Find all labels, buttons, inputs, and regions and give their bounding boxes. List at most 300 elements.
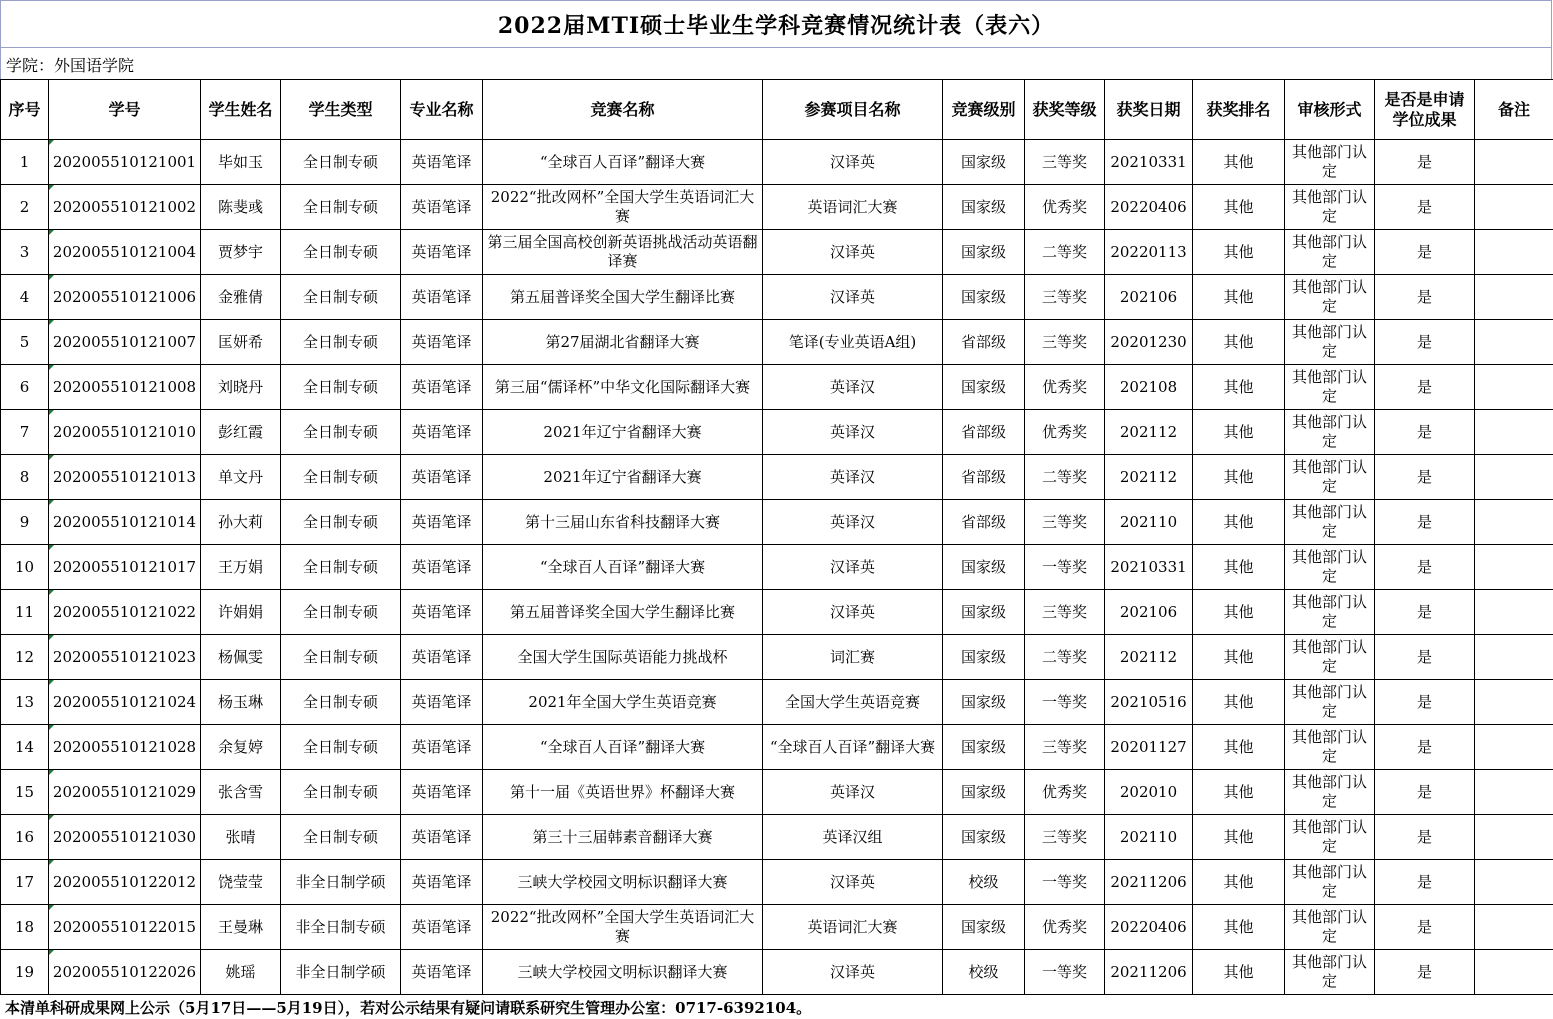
cell-competition[interactable]: 全国大学生国际英语能力挑战杯 — [483, 635, 763, 680]
cell-item[interactable]: 汉译英 — [763, 590, 943, 635]
cell-rank[interactable]: 其他 — [1193, 545, 1285, 590]
cell-competition[interactable]: 第十一届《英语世界》杯翻译大赛 — [483, 770, 763, 815]
table-row — [1, 860, 1553, 905]
cell-degree[interactable]: 是 — [1375, 500, 1475, 545]
cell-item[interactable]: 英译汉组 — [763, 815, 943, 860]
cell-note[interactable] — [1475, 545, 1553, 590]
cell-student-id[interactable]: 202005510121013 — [49, 455, 201, 500]
cell-no[interactable]: 6 — [1, 365, 49, 410]
cell-review[interactable]: 其他部门认定 — [1285, 590, 1375, 635]
competition-table — [0, 79, 1553, 995]
cell-review[interactable]: 其他部门认定 — [1285, 635, 1375, 680]
cell-student-name[interactable]: 陈斐彧 — [201, 185, 281, 230]
cell-rank[interactable]: 其他 — [1193, 590, 1285, 635]
cell-student-id[interactable]: 202005510121029 — [49, 770, 201, 815]
cell-note[interactable] — [1475, 410, 1553, 455]
cell-major[interactable]: 英语笔译 — [401, 140, 483, 185]
cell-student-id[interactable]: 202005510121008 — [49, 365, 201, 410]
cell-date[interactable]: 20220406 — [1105, 185, 1193, 230]
cell-review[interactable]: 其他部门认定 — [1285, 545, 1375, 590]
cell-award[interactable]: 二等奖 — [1025, 455, 1105, 500]
table-row — [1, 590, 1553, 635]
cell-rank[interactable]: 其他 — [1193, 860, 1285, 905]
cell-item[interactable]: 全国大学生英语竞赛 — [763, 680, 943, 725]
cell-item[interactable]: 汉译英 — [763, 275, 943, 320]
cell-item[interactable]: 词汇赛 — [763, 635, 943, 680]
cell-note[interactable] — [1475, 320, 1553, 365]
cell-student-id[interactable]: 202005510121030 — [49, 815, 201, 860]
cell-award[interactable]: 三等奖 — [1025, 500, 1105, 545]
cell-student-name[interactable]: 许娟娟 — [201, 590, 281, 635]
cell-level[interactable]: 校级 — [943, 860, 1025, 905]
cell-date[interactable]: 202106 — [1105, 275, 1193, 320]
cell-student-id[interactable]: 202005510121023 — [49, 635, 201, 680]
cell-major[interactable]: 英语笔译 — [401, 770, 483, 815]
cell-student-name[interactable]: 王曼琳 — [201, 905, 281, 950]
cell-level[interactable]: 国家级 — [943, 770, 1025, 815]
cell-student-id[interactable]: 202005510121001 — [49, 140, 201, 185]
table-row — [1, 725, 1553, 770]
cell-competition[interactable]: 2021年辽宁省翻译大赛 — [483, 455, 763, 500]
cell-review[interactable]: 其他部门认定 — [1285, 455, 1375, 500]
header-rank[interactable]: 获奖排名 — [1193, 80, 1285, 140]
cell-major[interactable]: 英语笔译 — [401, 590, 483, 635]
cell-rank[interactable]: 其他 — [1193, 185, 1285, 230]
cell-award[interactable]: 优秀奖 — [1025, 770, 1105, 815]
cell-no[interactable]: 1 — [1, 140, 49, 185]
cell-no[interactable]: 13 — [1, 680, 49, 725]
table-row — [1, 635, 1553, 680]
cell-level[interactable]: 国家级 — [943, 590, 1025, 635]
footer-notice: 本清单科研成果网上公示（5月17日——5月19日），若对公示结果有疑问请联系研究生管理办公室：0717-6392104。 — [5, 999, 812, 1017]
cell-degree[interactable]: 是 — [1375, 365, 1475, 410]
header-student-name[interactable]: 学生姓名 — [201, 80, 281, 140]
cell-competition[interactable]: 第十三届山东省科技翻译大赛 — [483, 500, 763, 545]
cell-date[interactable]: 202112 — [1105, 455, 1193, 500]
cell-rank[interactable]: 其他 — [1193, 950, 1285, 995]
cell-item[interactable]: 英译汉 — [763, 410, 943, 455]
cell-item[interactable]: 英语词汇大赛 — [763, 905, 943, 950]
cell-major[interactable]: 英语笔译 — [401, 365, 483, 410]
cell-student-name[interactable]: 姚瑶 — [201, 950, 281, 995]
cell-no[interactable]: 11 — [1, 590, 49, 635]
cell-competition[interactable]: 三峡大学校园文明标识翻译大赛 — [483, 950, 763, 995]
cell-student-id[interactable]: 202005510122012 — [49, 860, 201, 905]
cell-student-id[interactable]: 202005510121002 — [49, 185, 201, 230]
cell-competition[interactable]: “全球百人百译”翻译大赛 — [483, 140, 763, 185]
cell-review[interactable]: 其他部门认定 — [1285, 950, 1375, 995]
cell-note[interactable] — [1475, 590, 1553, 635]
cell-competition[interactable]: 2022“批改网杯”全国大学生英语词汇大赛 — [483, 185, 763, 230]
cell-level[interactable]: 国家级 — [943, 185, 1025, 230]
cell-item[interactable]: 汉译英 — [763, 860, 943, 905]
header-review[interactable]: 审核形式 — [1285, 80, 1375, 140]
cell-student-id[interactable]: 202005510121007 — [49, 320, 201, 365]
cell-student-type[interactable]: 全日制专硕 — [281, 320, 401, 365]
cell-note[interactable] — [1475, 500, 1553, 545]
cell-competition[interactable]: 第三届“儒译杯”中华文化国际翻译大赛 — [483, 365, 763, 410]
cell-review[interactable]: 其他部门认定 — [1285, 185, 1375, 230]
cell-student-name[interactable]: 匡妍希 — [201, 320, 281, 365]
cell-rank[interactable]: 其他 — [1193, 230, 1285, 275]
cell-note[interactable] — [1475, 140, 1553, 185]
cell-rank[interactable]: 其他 — [1193, 815, 1285, 860]
cell-rank[interactable]: 其他 — [1193, 365, 1285, 410]
cell-award[interactable]: 优秀奖 — [1025, 185, 1105, 230]
cell-student-id[interactable]: 202005510121010 — [49, 410, 201, 455]
cell-level[interactable]: 国家级 — [943, 545, 1025, 590]
cell-student-id[interactable]: 202005510122015 — [49, 905, 201, 950]
cell-no[interactable]: 15 — [1, 770, 49, 815]
cell-competition[interactable]: 三峡大学校园文明标识翻译大赛 — [483, 860, 763, 905]
cell-degree[interactable]: 是 — [1375, 230, 1475, 275]
cell-degree[interactable]: 是 — [1375, 950, 1475, 995]
cell-level[interactable]: 校级 — [943, 950, 1025, 995]
cell-note[interactable] — [1475, 815, 1553, 860]
table-row — [1, 140, 1553, 185]
cell-date[interactable]: 202112 — [1105, 410, 1193, 455]
cell-degree[interactable]: 是 — [1375, 770, 1475, 815]
cell-no[interactable]: 7 — [1, 410, 49, 455]
cell-student-name[interactable]: 彭红霞 — [201, 410, 281, 455]
header-level[interactable]: 竞赛级别 — [943, 80, 1025, 140]
cell-no[interactable]: 14 — [1, 725, 49, 770]
cell-student-id[interactable]: 202005510122026 — [49, 950, 201, 995]
cell-award[interactable]: 三等奖 — [1025, 275, 1105, 320]
cell-degree[interactable]: 是 — [1375, 320, 1475, 365]
cell-review[interactable]: 其他部门认定 — [1285, 680, 1375, 725]
cell-student-type[interactable]: 全日制专硕 — [281, 815, 401, 860]
cell-item[interactable]: 笔译(专业英语A组) — [763, 320, 943, 365]
cell-competition[interactable]: 第三十三届韩素音翻译大赛 — [483, 815, 763, 860]
cell-note[interactable] — [1475, 455, 1553, 500]
cell-degree[interactable]: 是 — [1375, 680, 1475, 725]
table-row — [1, 770, 1553, 815]
cell-level[interactable]: 国家级 — [943, 230, 1025, 275]
cell-student-type[interactable]: 非全日制专硕 — [281, 905, 401, 950]
header-student-type[interactable]: 学生类型 — [281, 80, 401, 140]
cell-degree[interactable]: 是 — [1375, 545, 1475, 590]
cell-degree[interactable]: 是 — [1375, 725, 1475, 770]
cell-item[interactable]: 英译汉 — [763, 500, 943, 545]
cell-major[interactable]: 英语笔译 — [401, 815, 483, 860]
cell-student-name[interactable]: 张晴 — [201, 815, 281, 860]
cell-competition[interactable]: 2021年辽宁省翻译大赛 — [483, 410, 763, 455]
cell-level[interactable]: 国家级 — [943, 680, 1025, 725]
cell-award[interactable]: 一等奖 — [1025, 950, 1105, 995]
cell-rank[interactable]: 其他 — [1193, 725, 1285, 770]
cell-major[interactable]: 英语笔译 — [401, 500, 483, 545]
cell-competition[interactable]: 第五届普译奖全国大学生翻译比赛 — [483, 590, 763, 635]
cell-competition[interactable]: “全球百人百译”翻译大赛 — [483, 545, 763, 590]
cell-note[interactable] — [1475, 860, 1553, 905]
cell-level[interactable]: 国家级 — [943, 905, 1025, 950]
cell-competition[interactable]: “全球百人百译”翻译大赛 — [483, 725, 763, 770]
cell-no[interactable]: 8 — [1, 455, 49, 500]
cell-item[interactable]: 汉译英 — [763, 230, 943, 275]
cell-rank[interactable]: 其他 — [1193, 275, 1285, 320]
cell-note[interactable] — [1475, 185, 1553, 230]
cell-date[interactable]: 20211206 — [1105, 860, 1193, 905]
cell-item[interactable]: 英语词汇大赛 — [763, 185, 943, 230]
cell-review[interactable]: 其他部门认定 — [1285, 320, 1375, 365]
cell-student-name[interactable]: 王万娟 — [201, 545, 281, 590]
cell-date[interactable]: 20201230 — [1105, 320, 1193, 365]
sheet-title: 2022届MTI硕士毕业生学科竞赛情况统计表（表六） — [0, 0, 1552, 48]
cell-no[interactable]: 17 — [1, 860, 49, 905]
header-competition[interactable]: 竞赛名称 — [483, 80, 763, 140]
cell-note[interactable] — [1475, 770, 1553, 815]
cell-major[interactable]: 英语笔译 — [401, 185, 483, 230]
cell-student-name[interactable]: 余复婷 — [201, 725, 281, 770]
header-major[interactable]: 专业名称 — [401, 80, 483, 140]
cell-student-type[interactable]: 全日制专硕 — [281, 275, 401, 320]
cell-degree[interactable]: 是 — [1375, 275, 1475, 320]
cell-no[interactable]: 2 — [1, 185, 49, 230]
cell-note[interactable] — [1475, 725, 1553, 770]
cell-student-name[interactable]: 单文丹 — [201, 455, 281, 500]
table-row — [1, 500, 1553, 545]
cell-date[interactable]: 20210331 — [1105, 545, 1193, 590]
cell-review[interactable]: 其他部门认定 — [1285, 230, 1375, 275]
cell-date[interactable]: 202110 — [1105, 815, 1193, 860]
cell-date[interactable]: 20210516 — [1105, 680, 1193, 725]
table-row — [1, 185, 1553, 230]
cell-review[interactable]: 其他部门认定 — [1285, 905, 1375, 950]
cell-major[interactable]: 英语笔译 — [401, 950, 483, 995]
cell-rank[interactable]: 其他 — [1193, 410, 1285, 455]
cell-student-id[interactable]: 202005510121014 — [49, 500, 201, 545]
cell-student-type[interactable]: 全日制专硕 — [281, 500, 401, 545]
cell-level[interactable]: 国家级 — [943, 815, 1025, 860]
table-row — [1, 410, 1553, 455]
cell-level[interactable]: 省部级 — [943, 320, 1025, 365]
cell-item[interactable]: 汉译英 — [763, 545, 943, 590]
cell-note[interactable] — [1475, 905, 1553, 950]
cell-date[interactable]: 202112 — [1105, 635, 1193, 680]
cell-degree[interactable]: 是 — [1375, 185, 1475, 230]
cell-review[interactable]: 其他部门认定 — [1285, 275, 1375, 320]
cell-review[interactable]: 其他部门认定 — [1285, 815, 1375, 860]
cell-item[interactable]: 英译汉 — [763, 455, 943, 500]
table-row — [1, 545, 1553, 590]
cell-student-id[interactable]: 202005510121022 — [49, 590, 201, 635]
cell-student-id[interactable]: 202005510121004 — [49, 230, 201, 275]
header-student-id[interactable]: 学号 — [49, 80, 201, 140]
header-no[interactable]: 序号 — [1, 80, 49, 140]
cell-rank[interactable]: 其他 — [1193, 680, 1285, 725]
header-degree[interactable]: 是否是申请学位成果 — [1375, 80, 1475, 140]
cell-date[interactable]: 20211206 — [1105, 950, 1193, 995]
cell-no[interactable]: 9 — [1, 500, 49, 545]
header-date[interactable]: 获奖日期 — [1105, 80, 1193, 140]
cell-major[interactable]: 英语笔译 — [401, 275, 483, 320]
cell-date[interactable]: 20201127 — [1105, 725, 1193, 770]
header-note[interactable]: 备注 — [1475, 80, 1553, 140]
cell-major[interactable]: 英语笔译 — [401, 230, 483, 275]
cell-degree[interactable]: 是 — [1375, 905, 1475, 950]
cell-major[interactable]: 英语笔译 — [401, 860, 483, 905]
cell-rank[interactable]: 其他 — [1193, 320, 1285, 365]
cell-review[interactable]: 其他部门认定 — [1285, 860, 1375, 905]
header-award[interactable]: 获奖等级 — [1025, 80, 1105, 140]
cell-award[interactable]: 二等奖 — [1025, 230, 1105, 275]
cell-no[interactable]: 19 — [1, 950, 49, 995]
cell-no[interactable]: 4 — [1, 275, 49, 320]
cell-competition[interactable]: 2022“批改网杯”全国大学生英语词汇大赛 — [483, 905, 763, 950]
cell-no[interactable]: 12 — [1, 635, 49, 680]
cell-date[interactable]: 202110 — [1105, 500, 1193, 545]
cell-student-name[interactable]: 金雅倩 — [201, 275, 281, 320]
cell-award[interactable]: 一等奖 — [1025, 680, 1105, 725]
cell-review[interactable]: 其他部门认定 — [1285, 770, 1375, 815]
cell-student-type[interactable]: 非全日制学硕 — [281, 860, 401, 905]
cell-student-type[interactable]: 全日制专硕 — [281, 230, 401, 275]
table-row — [1, 905, 1553, 950]
cell-major[interactable]: 英语笔译 — [401, 635, 483, 680]
cell-degree[interactable]: 是 — [1375, 410, 1475, 455]
cell-no[interactable]: 18 — [1, 905, 49, 950]
cell-rank[interactable]: 其他 — [1193, 140, 1285, 185]
cell-student-type[interactable]: 全日制专硕 — [281, 185, 401, 230]
cell-level[interactable]: 国家级 — [943, 725, 1025, 770]
cell-student-name[interactable]: 刘晓丹 — [201, 365, 281, 410]
cell-student-type[interactable]: 全日制专硕 — [281, 365, 401, 410]
cell-no[interactable]: 10 — [1, 545, 49, 590]
cell-rank[interactable]: 其他 — [1193, 905, 1285, 950]
cell-date[interactable]: 20220113 — [1105, 230, 1193, 275]
cell-item[interactable]: 汉译英 — [763, 140, 943, 185]
cell-student-type[interactable]: 全日制专硕 — [281, 140, 401, 185]
table-row — [1, 455, 1553, 500]
cell-note[interactable] — [1475, 635, 1553, 680]
cell-degree[interactable]: 是 — [1375, 635, 1475, 680]
cell-major[interactable]: 英语笔译 — [401, 905, 483, 950]
cell-award[interactable]: 三等奖 — [1025, 590, 1105, 635]
cell-competition[interactable]: 第27届湖北省翻译大赛 — [483, 320, 763, 365]
cell-student-name[interactable]: 杨玉琳 — [201, 680, 281, 725]
cell-level[interactable]: 国家级 — [943, 635, 1025, 680]
cell-degree[interactable]: 是 — [1375, 140, 1475, 185]
cell-student-id[interactable]: 202005510121017 — [49, 545, 201, 590]
cell-award[interactable]: 优秀奖 — [1025, 410, 1105, 455]
cell-competition[interactable]: 第五届普译奖全国大学生翻译比赛 — [483, 275, 763, 320]
cell-student-name[interactable]: 孙大莉 — [201, 500, 281, 545]
header-row — [1, 80, 1553, 140]
cell-student-type[interactable]: 全日制专硕 — [281, 410, 401, 455]
cell-rank[interactable]: 其他 — [1193, 635, 1285, 680]
cell-student-id[interactable]: 202005510121024 — [49, 680, 201, 725]
cell-date[interactable]: 202010 — [1105, 770, 1193, 815]
header-item[interactable]: 参赛项目名称 — [763, 80, 943, 140]
cell-major[interactable]: 英语笔译 — [401, 320, 483, 365]
cell-note[interactable] — [1475, 950, 1553, 995]
cell-rank[interactable]: 其他 — [1193, 500, 1285, 545]
cell-rank[interactable]: 其他 — [1193, 770, 1285, 815]
cell-level[interactable]: 省部级 — [943, 410, 1025, 455]
cell-item[interactable]: 英译汉 — [763, 365, 943, 410]
cell-level[interactable]: 国家级 — [943, 275, 1025, 320]
cell-review[interactable]: 其他部门认定 — [1285, 140, 1375, 185]
cell-student-type[interactable]: 全日制专硕 — [281, 545, 401, 590]
cell-award[interactable]: 优秀奖 — [1025, 365, 1105, 410]
cell-date[interactable]: 202106 — [1105, 590, 1193, 635]
cell-student-name[interactable]: 贾梦宇 — [201, 230, 281, 275]
cell-item[interactable]: “全球百人百译”翻译大赛 — [763, 725, 943, 770]
cell-major[interactable]: 英语笔译 — [401, 545, 483, 590]
cell-student-id[interactable]: 202005510121006 — [49, 275, 201, 320]
cell-major[interactable]: 英语笔译 — [401, 725, 483, 770]
cell-student-name[interactable]: 杨佩雯 — [201, 635, 281, 680]
cell-degree[interactable]: 是 — [1375, 590, 1475, 635]
cell-no[interactable]: 5 — [1, 320, 49, 365]
cell-student-type[interactable]: 全日制专硕 — [281, 455, 401, 500]
cell-rank[interactable]: 其他 — [1193, 455, 1285, 500]
cell-student-name[interactable]: 毕如玉 — [201, 140, 281, 185]
cell-student-name[interactable]: 饶莹莹 — [201, 860, 281, 905]
cell-award[interactable]: 三等奖 — [1025, 725, 1105, 770]
cell-review[interactable]: 其他部门认定 — [1285, 500, 1375, 545]
cell-note[interactable] — [1475, 230, 1553, 275]
cell-major[interactable]: 英语笔译 — [401, 455, 483, 500]
cell-award[interactable]: 一等奖 — [1025, 860, 1105, 905]
cell-review[interactable]: 其他部门认定 — [1285, 410, 1375, 455]
cell-degree[interactable]: 是 — [1375, 815, 1475, 860]
cell-note[interactable] — [1475, 275, 1553, 320]
cell-level[interactable]: 省部级 — [943, 500, 1025, 545]
cell-degree[interactable]: 是 — [1375, 860, 1475, 905]
cell-award[interactable]: 三等奖 — [1025, 320, 1105, 365]
cell-competition[interactable]: 第三届全国高校创新英语挑战活动英语翻译赛 — [483, 230, 763, 275]
table-body — [1, 140, 1553, 995]
cell-review[interactable]: 其他部门认定 — [1285, 725, 1375, 770]
cell-award[interactable]: 一等奖 — [1025, 545, 1105, 590]
cell-award[interactable]: 三等奖 — [1025, 140, 1105, 185]
cell-date[interactable]: 20220406 — [1105, 905, 1193, 950]
cell-major[interactable]: 英语笔译 — [401, 680, 483, 725]
cell-student-type[interactable]: 非全日制学硕 — [281, 950, 401, 995]
cell-date[interactable]: 20210331 — [1105, 140, 1193, 185]
table-row — [1, 680, 1553, 725]
cell-level[interactable]: 国家级 — [943, 365, 1025, 410]
cell-student-type[interactable]: 全日制专硕 — [281, 590, 401, 635]
cell-item[interactable]: 汉译英 — [763, 950, 943, 995]
cell-student-name[interactable]: 张含雪 — [201, 770, 281, 815]
cell-student-type[interactable]: 全日制专硕 — [281, 680, 401, 725]
cell-competition[interactable]: 2021年全国大学生英语竞赛 — [483, 680, 763, 725]
cell-student-type[interactable]: 全日制专硕 — [281, 770, 401, 815]
cell-student-id[interactable]: 202005510121028 — [49, 725, 201, 770]
cell-student-type[interactable]: 全日制专硕 — [281, 635, 401, 680]
cell-review[interactable]: 其他部门认定 — [1285, 365, 1375, 410]
cell-major[interactable]: 英语笔译 — [401, 410, 483, 455]
cell-no[interactable]: 16 — [1, 815, 49, 860]
cell-note[interactable] — [1475, 680, 1553, 725]
cell-award[interactable]: 三等奖 — [1025, 815, 1105, 860]
cell-note[interactable] — [1475, 365, 1553, 410]
cell-item[interactable]: 英译汉 — [763, 770, 943, 815]
cell-award[interactable]: 二等奖 — [1025, 635, 1105, 680]
table-row — [1, 230, 1553, 275]
cell-award[interactable]: 优秀奖 — [1025, 905, 1105, 950]
cell-degree[interactable]: 是 — [1375, 455, 1475, 500]
cell-date[interactable]: 202108 — [1105, 365, 1193, 410]
cell-level[interactable]: 国家级 — [943, 140, 1025, 185]
table-row — [1, 320, 1553, 365]
cell-no[interactable]: 3 — [1, 230, 49, 275]
cell-level[interactable]: 省部级 — [943, 455, 1025, 500]
cell-student-type[interactable]: 全日制专硕 — [281, 725, 401, 770]
